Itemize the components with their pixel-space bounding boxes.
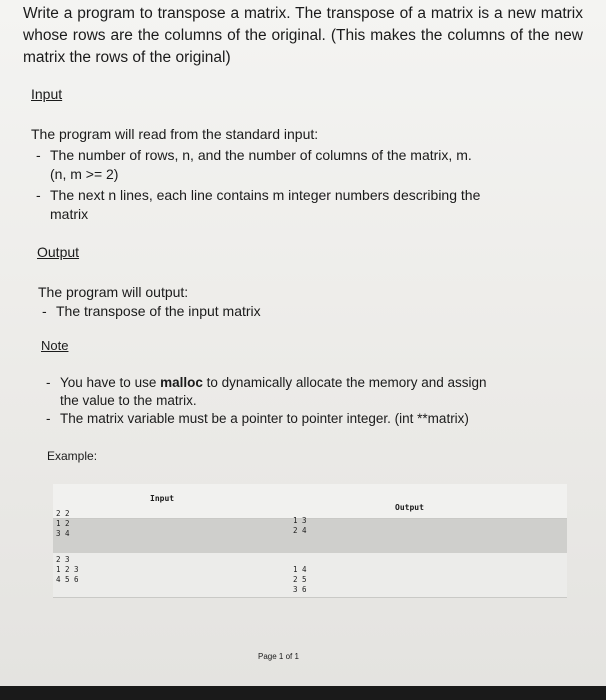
page-footer: Page 1 of 1 (258, 652, 299, 661)
note-bullet-1-bold: malloc (160, 375, 203, 390)
table-row (53, 553, 567, 598)
bullet-dash: - (36, 187, 41, 203)
bullet-dash: - (36, 147, 41, 163)
output-heading: Output (37, 244, 80, 260)
note-bullet-1-pre: You have to use (60, 375, 161, 390)
output-bullet-1-text: The transpose of the input matrix (56, 303, 261, 319)
input-bullet-1-text: The number of rows, n, and the number of columns of the matrix, m. (50, 147, 472, 163)
input-heading: Input (31, 86, 63, 102)
input-bullet-2 (36, 186, 481, 205)
table-header-row (53, 484, 567, 519)
example-table (53, 484, 567, 606)
table-cell-output: 1 3 2 4 (293, 516, 307, 535)
input-bullet-2-text: The next n lines, each line contains m integer numbers describing the (50, 187, 481, 203)
output-lead: The program will output: (38, 284, 189, 300)
bullet-dash: - (46, 375, 51, 390)
note-bullet-2 (46, 409, 469, 428)
note-bullet-1-post: to dynamically allocate the memory and assign (202, 375, 487, 390)
note-heading: Note (41, 338, 69, 353)
table-cell-output: 1 4 2 5 3 6 (293, 565, 307, 594)
bullet-dash: - (46, 411, 51, 426)
intro-paragraph: Write a program to transpose a matrix. The transpose of a matrix is a new matrix whose rows are the columns of the original. (This makes the columns of the new matrix the rows of the original) (23, 5, 583, 66)
output-bullet-1 (42, 302, 261, 321)
table-header-input: Input (150, 494, 175, 503)
input-bullet-1-cont: (n, m >= 2) (50, 166, 119, 182)
note-bullet-1-cont: the value to the matrix. (60, 393, 197, 408)
note-bullet-1 (46, 373, 487, 392)
input-lead: The program will read from the standard input: (31, 126, 319, 142)
table-cell-input: 2 3 1 2 3 4 5 6 (56, 555, 79, 584)
bullet-dash: - (42, 303, 47, 319)
table-cell-input: 2 2 1 2 3 4 (56, 509, 70, 538)
note-bullet-2-text: The matrix variable must be a pointer to pointer integer. (int **matrix) (60, 411, 469, 426)
example-label: Example: (47, 449, 98, 463)
input-bullet-2-cont: matrix (50, 206, 89, 222)
input-bullet-1 (36, 146, 472, 165)
table-row (53, 509, 567, 553)
table-header-output: Output (395, 503, 424, 512)
